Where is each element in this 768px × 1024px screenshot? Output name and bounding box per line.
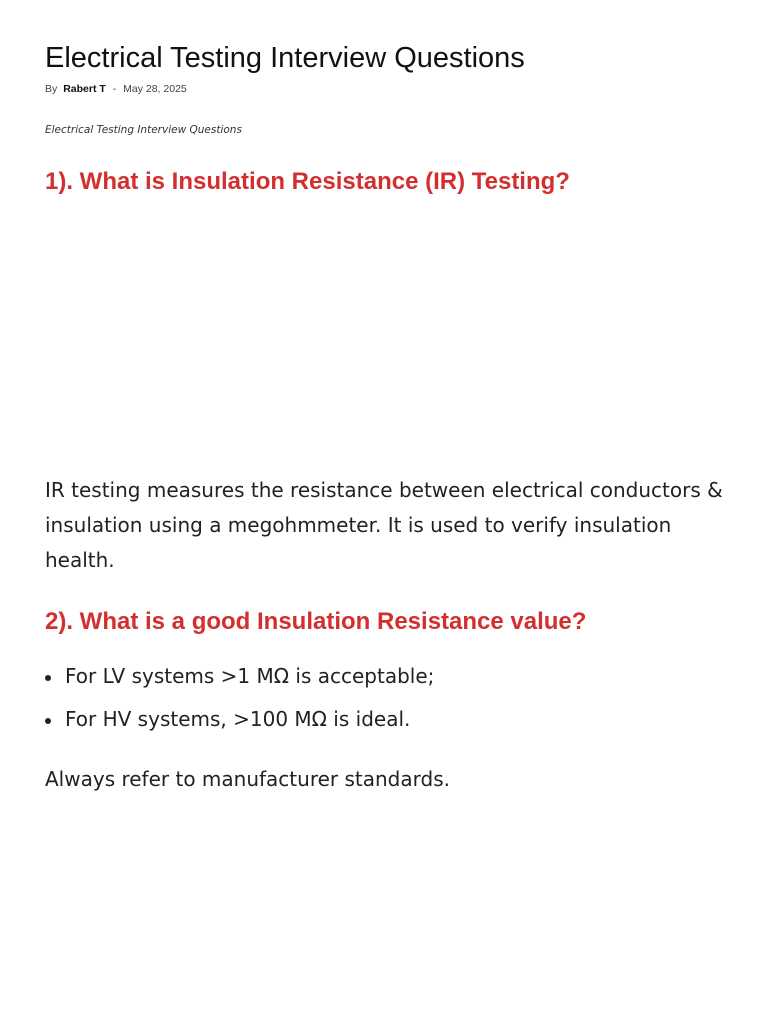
question-2-note: Always refer to manufacturer standards. <box>45 767 450 791</box>
question-2-heading: 2). What is a good Insulation Resistance value? <box>45 608 587 635</box>
list-item <box>45 702 434 745</box>
list-item <box>45 659 434 702</box>
meta-separator: - <box>112 83 117 95</box>
question-1-heading: 1). What is Insulation Resistance (IR) Testing? <box>45 168 570 195</box>
list-item-text: For LV systems >1 MΩ is acceptable; <box>65 664 435 688</box>
question-1-answer: IR testing measures the resistance between electrical conductors & insulation using a megohmmeter. It is used to verify insulation health. <box>45 478 723 572</box>
article-title: Electrical Testing Interview Questions <box>45 42 525 74</box>
image-caption: Electrical Testing Interview Questions <box>45 124 242 136</box>
bullet-dot-icon <box>45 718 51 724</box>
article-meta <box>45 82 187 96</box>
blank-ad-area <box>45 215 725 465</box>
list-item-text: For HV systems, >100 MΩ is ideal. <box>65 707 411 731</box>
publish-date: May 28, 2025 <box>123 83 187 95</box>
bullet-dot-icon <box>45 675 51 681</box>
author-link[interactable]: Rabert T <box>63 83 106 95</box>
ir-value-list <box>45 659 434 745</box>
byline-label: By <box>45 83 58 95</box>
